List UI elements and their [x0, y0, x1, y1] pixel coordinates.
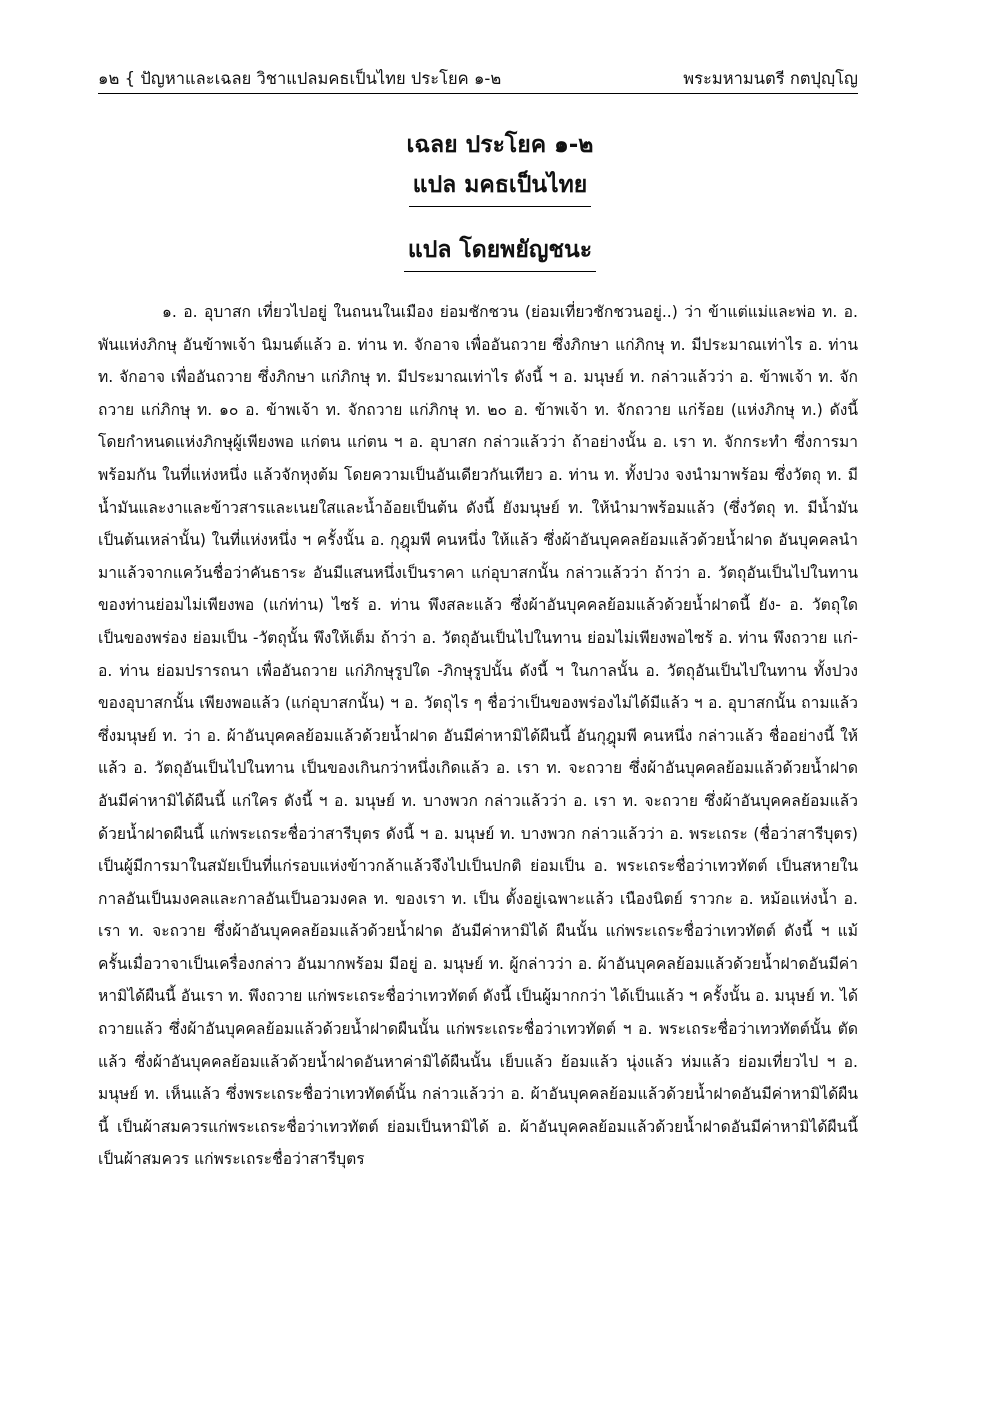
header-left-text: ๑๒ { ปัญหาและเฉลย วิชาแปลมคธเป็นไทย ประโยค ๑-๒: [98, 69, 502, 88]
body-text: [98, 296, 858, 1176]
translation-title: แปล มคธเป็นไทย: [409, 168, 592, 207]
header-right-author: พระมหามนตรี กตปุญฺโญ: [683, 69, 858, 88]
running-header: [98, 64, 858, 94]
literal-title-wrap: [0, 233, 1000, 272]
translation-title-wrap: [0, 168, 1000, 207]
title-block: [0, 128, 1000, 278]
answer-title: เฉลย ประโยค ๑-๒: [406, 132, 594, 158]
body-paragraph: ๑. อ. อุบาสก เที่ยวไปอยู่ ในถนนในเมือง ย่อมชักชวน (ย่อมเที่ยวชักชวนอยู่..) ว่า ข้าแต่แม่และพ่อ ท. อ. พันแห่งภิกษุ อันข้าพเจ้า นิมนต์แล้ว อ. ท่าน ท. จักอาจ เพื่ออันถวาย ซึ่งภิกษา แก่ภิกษุ ท. มีประมาณเท่าไร อ. ท่าน ท. จักอาจ เพื่ออันถวาย ซึ่งภิกษา แก่ภิกษุ ท. มีประมาณเท่าไร ดังนี้ ฯ อ. มนุษย์ ท. กล่าวแล้วว่า อ. ข้าพเจ้า ท. จักถวาย แก่ภิกษุ ท. ๑๐ อ. ข้าพเจ้า ท. จักถวาย แก่ภิกษุ ท. ๒๐ อ. ข้าพเจ้า ท. จักถวาย แก่ร้อย (แห่งภิกษุ ท.) ดังนี้ โดยกำหนดแห่งภิกษุผู้เพียงพอ แก่ตน แก่ตน ฯ อ. อุบาสก กล่าวแล้วว่า ถ้าอย่างนั้น อ. เรา ท. จักกระทำ ซึ่งการมาพร้อมกัน ในที่แห่งหนึ่ง แล้วจักหุงต้ม โดยความเป็นอันเดียวกันเทียว อ. ท่าน ท. ทั้งปวง จงนำมาพร้อม ซึ่งวัตถุ ท. มีน้ำมันและงาและข้าวสารและเนยใสและน้ำอ้อยเป็นต้น ดังนี้ ยังมนุษย์ ท. ให้นำมาพร้อมแล้ว (ซึ่งวัตถุ ท. มีน้ำมันเป็นต้นเหล่านั้น) ในที่แห่งหนึ่ง ฯ ครั้งนั้น อ. กุฎุมพี คนหนึ่ง ให้แล้ว ซึ่งผ้าอันบุคคลย้อมแล้วด้วยน้ำฝาด อันบุคคลนำมาแล้วจากแคว้นชื่อว่าคันธาระ อันมีแสนหนึ่งเป็นราคา แก่อุบาสกนั้น กล่าวแล้วว่า ถ้าว่า อ. วัตถุอันเป็นไปในทาน ของท่านย่อมไม่เพียงพอ (แก่ท่าน) ไซร้ อ. ท่าน พึงสละแล้ว ซึ่งผ้าอันบุคคลย้อมแล้วด้วยน้ำฝาดนี้ ยัง- อ. วัตถุใด เป็นของพร่อง ย่อมเป็น -วัตถุนั้น พึงให้เต็ม ถ้าว่า อ. วัตถุอันเป็นไปในทาน ย่อมไม่เพียงพอไซร้ อ. ท่าน พึงถวาย แก่- อ. ท่าน ย่อมปรารถนา เพื่ออันถวาย แก่ภิกษุรูปใด -ภิกษุรูปนั้น ดังนี้ ฯ ในกาลนั้น อ. วัตถุอันเป็นไปในทาน ทั้งปวง ของอุบาสกนั้น เพียงพอแล้ว (แก่อุบาสกนั้น) ฯ อ. วัตถุไร ๆ ชื่อว่าเป็นของพร่องไม่ได้มีแล้ว ฯ อ. อุบาสกนั้น ถามแล้ว ซึ่งมนุษย์ ท. ว่า อ. ผ้าอันบุคคลย้อมแล้วด้วยน้ำฝาด อันมีค่าหามิได้ผืนนี้ อันกุฎุมพี คนหนึ่ง กล่าวแล้ว ชื่ออย่างนี้ ให้แล้ว อ. วัตถุอันเป็นไปในทาน เป็นของเกินกว่าหนึ่งเกิดแล้ว อ. เรา ท. จะถวาย ซึ่งผ้าอันบุคคลย้อมแล้วด้วยน้ำฝาดอันมีค่าหามิได้ผืนนี้ แก่ใคร ดังนี้ ฯ อ. มนุษย์ ท. บางพวก กล่าวแล้วว่า อ. เรา ท. จะถวาย ซึ่งผ้าอันบุคคลย้อมแล้วด้วยน้ำฝาดผืนนี้ แก่พระเถระชื่อว่าสารีบุตร ดังนี้ ฯ อ. มนุษย์ ท. บางพวก กล่าวแล้วว่า อ. พระเถระ (ชื่อว่าสารีบุตร) เป็นผู้มีการมาในสมัยเป็นที่แก่รอบแห่งข้าวกล้าแล้วจึงไปเป็นปกติ ย่อมเป็น อ. พระเถระชื่อว่าเทวทัตต์ เป็นสหายในกาลอันเป็นมงคลและกาลอันเป็นอวมงคล ท. ของเรา ท. เป็น ตั้งอยู่เฉพาะแล้ว เนืองนิตย์ ราวกะ อ. หม้อแห่งน้ำ อ. เรา ท. จะถวาย ซึ่งผ้าอันบุคคลย้อมแล้วด้วยน้ำฝาด อันมีค่าหามิได้ ผืนนั้น แก่พระเถระชื่อว่าเทวทัตต์ ดังนี้ ฯ แม้ครั้นเมื่อวาจาเป็นเครื่องกล่าว อันมากพร้อม มีอยู่ อ. มนุษย์ ท. ผู้กล่าวว่า อ. ผ้าอันบุคคลย้อมแล้วด้วยน้ำฝาดอันมีค่าหามิได้ผืนนี้ อันเรา ท. พึงถวาย แก่พระเถระชื่อว่าเทวทัตต์ ดังนี้ เป็นผู้มากกว่า ได้เป็นแล้ว ฯ ครั้งนั้น อ. มนุษย์ ท. ได้ถวายแล้ว ซึ่งผ้าอันบุคคลย้อมแล้วด้วยน้ำฝาดผืนนั้น แก่พระเถระชื่อว่าเทวทัตต์ ฯ อ. พระเถระชื่อว่าเทวทัตต์นั้น ตัดแล้ว ซึ่งผ้าอันบุคคลย้อมแล้วด้วยน้ำฝาดอันหาค่ามิได้ผืนนั้น เย็บแล้ว ย้อมแล้ว นุ่งแล้ว ห่มแล้ว ย่อมเที่ยวไป ฯ อ. มนุษย์ ท. เห็นแล้ว ซึ่งพระเถระชื่อว่าเทวทัตต์นั้น กล่าวแล้วว่า อ. ผ้าอันบุคคลย้อมแล้วด้วยน้ำฝาดอันมีค่าหามิได้ผืนนี้ เป็นผ้าสมควรแก่พระเถระชื่อว่าเทวทัตต์ ย่อมเป็นหามิได้ อ. ผ้าอันบุคคลย้อมแล้วด้วยน้ำฝาดอันมีค่าหามิได้ผืนนี้ เป็นผ้าสมควร แก่พระเถระชื่อว่าสารีบุตร: [98, 303, 858, 1169]
literal-translation-title: แปล โดยพยัญชนะ: [404, 233, 596, 272]
title-spacer: [0, 213, 1000, 233]
